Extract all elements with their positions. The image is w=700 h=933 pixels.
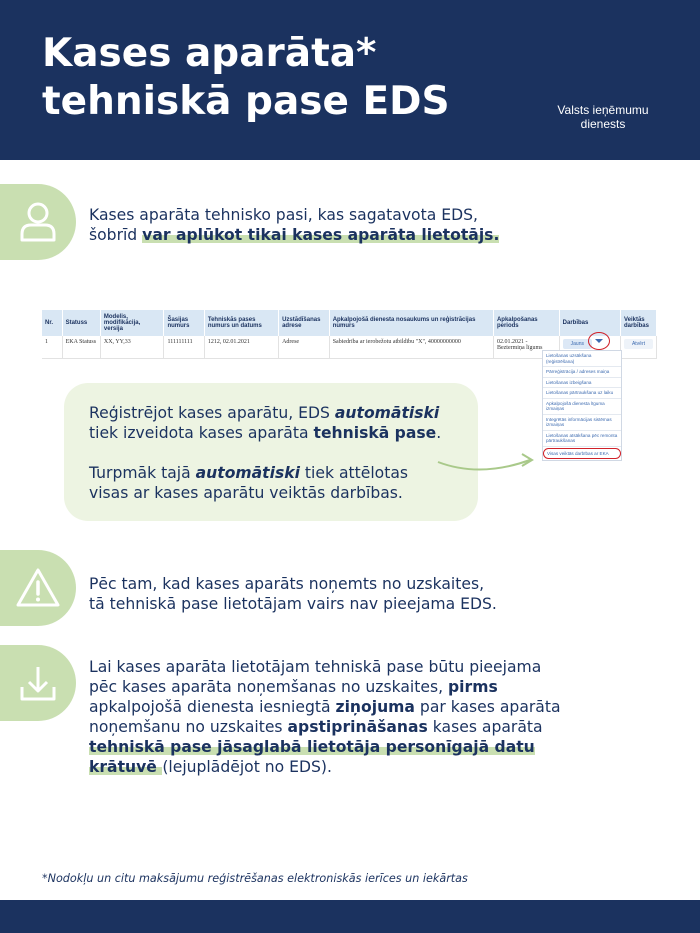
callout-text: visas ar kases aparātu veiktās darbības. bbox=[89, 484, 403, 502]
warning-icon-tab bbox=[0, 550, 76, 626]
callout-emphasis: automātiski bbox=[334, 404, 440, 422]
cell-model: XX, YY,33 bbox=[100, 336, 164, 359]
download-bold: apstiprināšanas bbox=[287, 718, 428, 736]
table-header-row bbox=[42, 310, 657, 336]
org-logo-text bbox=[548, 103, 658, 131]
header-banner bbox=[0, 0, 700, 160]
callout-paragraph-1 bbox=[89, 403, 479, 443]
download-highlight: tehniskā pase jāsaglabā lietotāja personīgajā datu bbox=[89, 738, 535, 756]
download-text-span: noņemšanu no uzskaites bbox=[89, 718, 288, 736]
arrow-icon bbox=[430, 440, 540, 480]
download-highlight: krātuvē bbox=[89, 758, 163, 776]
dropdown-toggle[interactable] bbox=[588, 332, 610, 350]
col-header: Šasijas numurs bbox=[164, 310, 204, 336]
period-text: Beztermiņa līgums bbox=[496, 345, 543, 351]
info-callout bbox=[64, 383, 478, 521]
menu-item-all-actions[interactable]: Visas veiktās darbības ar EKA bbox=[543, 448, 621, 460]
download-text-span: par kases aparāta bbox=[414, 698, 561, 716]
chevron-down-icon bbox=[595, 339, 603, 343]
cell-address: Adrese bbox=[279, 336, 330, 359]
menu-item[interactable]: Apkalpojošā dienesta līguma izmaiņas bbox=[543, 399, 621, 415]
new-action-button[interactable]: Jauns bbox=[563, 339, 592, 349]
callout-text: . bbox=[436, 424, 442, 442]
menu-item[interactable]: Lietošanas uzsākšana (reģistrēšana) bbox=[543, 351, 621, 367]
org-line-2: dienests bbox=[580, 117, 626, 131]
download-text bbox=[89, 657, 561, 777]
menu-item[interactable]: Lietošanas pārtraukšana uz laiku bbox=[543, 388, 621, 399]
open-button[interactable]: Atvērt bbox=[624, 339, 653, 349]
cell-service: Sabiedrība ar ierobežotu atbildību "X", 40000000000 bbox=[329, 336, 493, 359]
warning-icon bbox=[14, 564, 62, 612]
col-header: Statuss bbox=[62, 310, 100, 336]
actions-dropdown-menu bbox=[542, 350, 622, 461]
menu-item[interactable]: Integrētās informācijas sistēmas izmaiņas bbox=[543, 415, 621, 431]
menu-item[interactable]: Pārreģistrācija / adreses maiņa bbox=[543, 367, 621, 378]
download-text-span: (lejuplādējot no EDS). bbox=[162, 758, 332, 776]
menu-item[interactable]: Lietošanas atsākšana pēc remonta pārtraukšanas bbox=[543, 431, 621, 447]
cell-done bbox=[620, 336, 656, 359]
user-icon-tab bbox=[0, 184, 76, 260]
warning-text bbox=[89, 574, 497, 614]
col-header: Nr. bbox=[42, 310, 62, 336]
callout-text: Turpmāk tajā bbox=[89, 464, 196, 482]
col-header: Apkalpošanas periods bbox=[493, 310, 559, 336]
download-line bbox=[89, 757, 561, 777]
intro-text bbox=[89, 205, 499, 245]
col-header: Uzstādīšanas adrese bbox=[279, 310, 330, 336]
download-line bbox=[89, 677, 561, 697]
download-text-span: pēc kases aparāta noņemšanas no uzskaites, bbox=[89, 678, 448, 696]
download-line bbox=[89, 737, 561, 757]
intro-line-1: Kases aparāta tehnisko pasi, kas sagatavota EDS, bbox=[89, 206, 478, 224]
warning-line-2: tā tehniskā pase lietotājam vairs nav pieejama EDS. bbox=[89, 595, 497, 613]
callout-paragraph-2 bbox=[89, 463, 479, 503]
footnote: *Nodokļu un citu maksājumu reģistrēšanas elektroniskās ierīces un iekārtas bbox=[42, 872, 468, 885]
callout-emphasis: automātiski bbox=[195, 464, 300, 482]
download-line bbox=[89, 697, 561, 717]
page-title: Kases aparāta* tehniskā pase EDS bbox=[42, 31, 450, 124]
col-header: Apkalpojošā dienesta nosaukums un reģistrācijas numurs bbox=[329, 310, 493, 336]
warning-line-1: Pēc tam, kad kases aparāts noņemts no uzskaites, bbox=[89, 575, 485, 593]
org-line-1: Valsts ieņēmumu bbox=[557, 103, 649, 117]
period-date: 02.01.2021 - bbox=[496, 339, 528, 345]
callout-text: tiek izveidota kases aparāta bbox=[89, 424, 314, 442]
download-line bbox=[89, 717, 561, 737]
cell-chassis: 111111111 bbox=[164, 336, 204, 359]
download-line: Lai kases aparāta lietotājam tehniskā pase būtu pieejama bbox=[89, 658, 542, 676]
callout-bold: tehniskā pase bbox=[313, 424, 437, 442]
cell-passport: 1212, 02.01.2021 bbox=[204, 336, 278, 359]
download-icon bbox=[14, 659, 62, 707]
download-text-span: apkalpojošā dienesta iesniegtā bbox=[89, 698, 336, 716]
col-header: Modelis, modifikācija, versija bbox=[100, 310, 164, 336]
download-text-span: kases aparāta bbox=[427, 718, 543, 736]
intro-highlight: var aplūkot tikai kases aparāta lietotājs. bbox=[142, 226, 500, 244]
callout-text: tiek attēlotas bbox=[299, 464, 408, 482]
download-bold: ziņojuma bbox=[335, 698, 415, 716]
col-header: Darbības bbox=[559, 310, 620, 336]
callout-text: Reģistrējot kases aparātu, EDS bbox=[89, 404, 335, 422]
download-bold: pirms bbox=[448, 678, 498, 696]
cell-status: EKA Statuss bbox=[62, 336, 100, 359]
intro-mid: šobrīd bbox=[89, 226, 143, 244]
intro-line-2 bbox=[89, 225, 499, 245]
footer-band bbox=[0, 900, 700, 933]
menu-item[interactable]: Lietošanas izbeigšana bbox=[543, 378, 621, 389]
col-header: Tehniskās pases numurs un datums bbox=[204, 310, 278, 336]
cell-nr: 1 bbox=[42, 336, 62, 359]
col-header: Veiktās darbības bbox=[620, 310, 656, 336]
user-icon bbox=[14, 198, 62, 246]
download-icon-tab bbox=[0, 645, 76, 721]
